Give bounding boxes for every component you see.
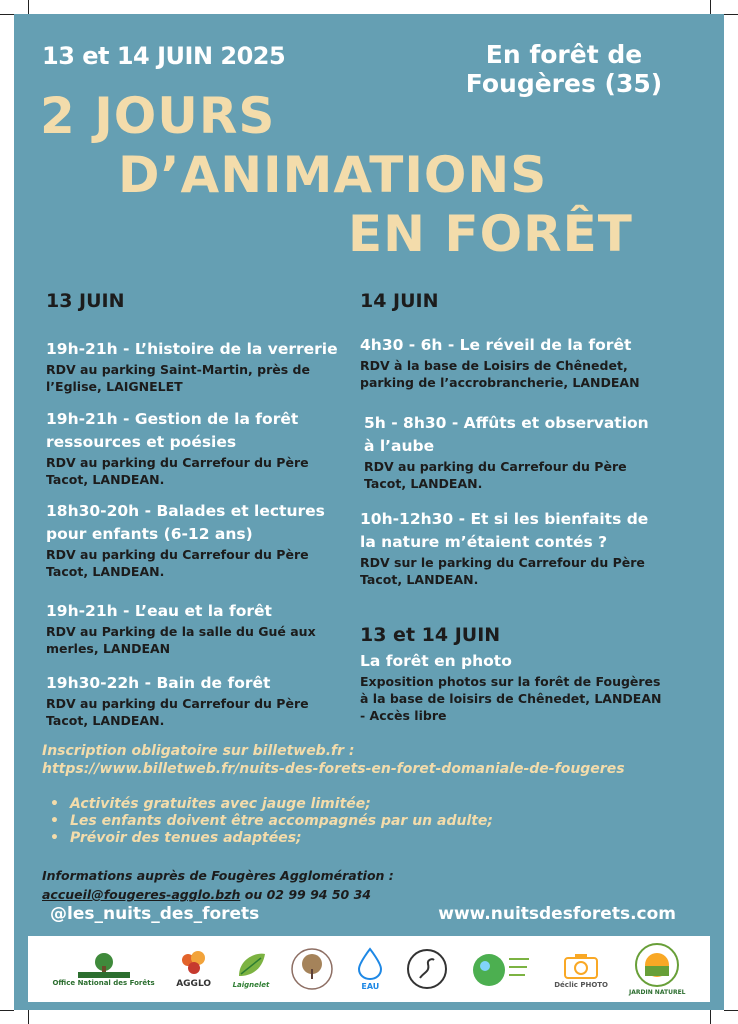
crop-mark xyxy=(724,14,738,15)
water-drop-icon xyxy=(355,947,385,981)
day2-column xyxy=(360,290,670,723)
event-item xyxy=(46,600,336,657)
day2-title: 14 JUIN xyxy=(360,290,439,312)
location xyxy=(434,40,694,98)
poster xyxy=(14,14,724,1010)
list-item: • Les enfants doivent être accompagnés par un adulte; xyxy=(42,813,702,830)
event-item xyxy=(364,412,664,492)
jardin-naturel-logo xyxy=(629,942,686,996)
garden-seal-icon xyxy=(634,942,680,988)
headline-line-3: EN FORÊT xyxy=(348,205,633,263)
crop-mark xyxy=(710,1010,711,1024)
agglo-logo-text: AGGLO xyxy=(176,978,212,989)
event-title: 18h30-20h - Balades et lectures pour enfants (6-12 ans) xyxy=(46,502,325,543)
contact-email-link[interactable]: accueil@fougeres-agglo.bzh xyxy=(42,887,241,902)
event-detail: RDV au parking du Carrefour du Père Tacot, LANDEAN. xyxy=(46,696,309,728)
event-item xyxy=(46,500,346,580)
crop-mark xyxy=(0,1010,14,1011)
lizard-logo xyxy=(406,948,448,990)
onf-logo xyxy=(52,952,154,987)
eau-logo-text: EAU xyxy=(361,982,380,991)
inscription-link[interactable]: https://www.billetweb.fr/nuits-des-forets-en-foret-domaniale-de-fougeres xyxy=(42,761,625,777)
contact-line xyxy=(42,885,394,904)
contact-phone: ou 02 99 94 50 34 xyxy=(240,887,371,902)
inscription-block xyxy=(42,742,702,847)
contact-block xyxy=(42,866,394,904)
flame-icon xyxy=(176,950,212,978)
day1-title: 13 JUIN xyxy=(46,290,125,312)
agglo-logo xyxy=(176,950,212,989)
event-item xyxy=(46,408,331,488)
camera-icon xyxy=(561,950,601,980)
list-item: • Activités gratuites avec jauge limitée; xyxy=(42,796,702,813)
photo-club-logo xyxy=(554,950,608,989)
event-item xyxy=(360,508,655,588)
event-title: 19h30-22h - Bain de forêt xyxy=(46,674,271,692)
both-days-title: 13 et 14 JUIN xyxy=(360,624,501,646)
event-detail: RDV au parking Saint-Martin, près de l’Eglise, LAIGNELET xyxy=(46,362,310,394)
crop-mark xyxy=(710,0,711,14)
event-dates: 13 et 14 JUIN 2025 xyxy=(42,42,286,70)
crop-mark xyxy=(724,1010,738,1011)
cpie-logo xyxy=(469,946,533,992)
crop-mark xyxy=(28,0,29,14)
crop-mark xyxy=(0,14,14,15)
eau-logo xyxy=(355,947,385,991)
event-item xyxy=(360,334,670,391)
landean-logo xyxy=(290,947,334,991)
event-title: 5h - 8h30 - Affûts et observation à l’aube xyxy=(364,414,649,455)
social-handle: @les_nuits_des_forets xyxy=(50,904,260,924)
tree-seal-icon xyxy=(290,947,334,991)
event-title: 4h30 - 6h - Le réveil de la forêt xyxy=(360,336,632,354)
event-detail: RDV au parking du Carrefour du Père Tacot, LANDEAN. xyxy=(46,455,309,487)
both-days-section xyxy=(360,624,670,724)
website-link[interactable]: www.nuitsdesforets.com xyxy=(438,904,676,924)
info-list xyxy=(42,796,702,847)
leaf-icon xyxy=(233,950,269,980)
onf-logo-text: Office National des Forêts xyxy=(52,978,155,987)
jardin-logo-text: JARDIN NATUREL xyxy=(628,989,686,996)
day1-column xyxy=(46,290,346,728)
laignelet-logo-text: Laignelet xyxy=(232,980,270,989)
contact-text: Informations auprès de Fougères Agglomération : xyxy=(42,868,394,883)
lizard-icon xyxy=(406,948,448,990)
crop-mark xyxy=(28,1010,29,1024)
event-detail: RDV au parking du Carrefour du Père Tacot, LANDEAN. xyxy=(364,459,627,491)
event-title: 19h-21h - L’histoire de la verrerie xyxy=(46,340,338,358)
event-item xyxy=(46,338,356,395)
list-item: • Prévoir des tenues adaptées; xyxy=(42,830,702,847)
event-detail: RDV à la base de Loisirs de Chênedet, parking de l’accrobrancherie, LANDEAN xyxy=(360,358,640,390)
partner-logos xyxy=(28,936,710,1002)
headline-line-1: 2 JOURS xyxy=(40,87,276,145)
photo-club-logo-text: Déclic PHOTO xyxy=(554,980,609,989)
tree-icon xyxy=(74,952,134,978)
globe-icon xyxy=(469,946,533,992)
event-title: La forêt en photo xyxy=(360,652,512,670)
event-detail: RDV sur le parking du Carrefour du Père Tacot, LANDEAN. xyxy=(360,555,645,587)
event-title: 10h-12h30 - Et si les bienfaits de la nature m’étaient contés ? xyxy=(360,510,649,551)
headline-line-2: D’ANIMATIONS xyxy=(118,146,548,204)
event-detail: Exposition photos sur la forêt de Fougères à la base de loisirs de Chênedet, LANDEAN - Accès libre xyxy=(360,674,662,723)
event-title: 19h-21h - Gestion de la forêt ressources et poésies xyxy=(46,410,299,451)
location-line-2: Fougères (35) xyxy=(465,69,663,98)
event-title: 19h-21h - L’eau et la forêt xyxy=(46,602,272,620)
laignelet-logo xyxy=(233,950,270,989)
event-detail: RDV au parking du Carrefour du Père Tacot, LANDEAN. xyxy=(46,547,309,579)
inscription-text: Inscription obligatoire sur billetweb.fr : xyxy=(42,743,355,759)
event-detail: RDV au Parking de la salle du Gué aux merles, LANDEAN xyxy=(46,624,316,656)
event-item xyxy=(46,672,331,729)
location-line-1: En forêt de xyxy=(485,40,643,69)
